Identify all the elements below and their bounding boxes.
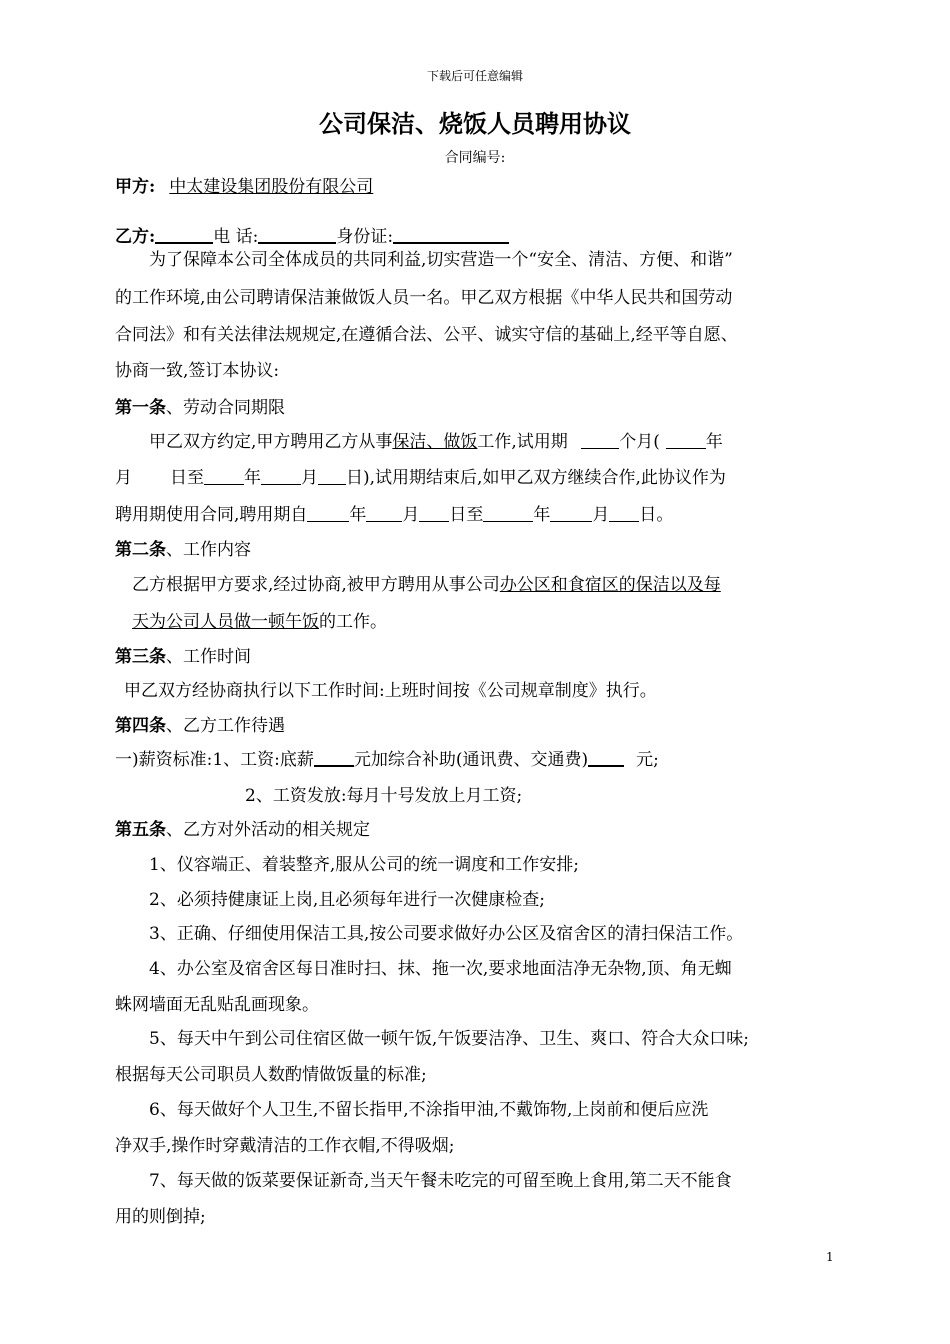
article-5-number: 第五条 [115, 820, 166, 840]
article-3-line-1: 甲乙双方经协商执行以下工作时间:上班时间按《公司规章制度》执行。 [124, 681, 657, 701]
intro-line-3: 合同法》和有关法律法规规定,在遵循合法、公平、诚实守信的基础上,经平等自愿、 [115, 325, 738, 345]
term-end-month-blank[interactable] [550, 505, 592, 522]
article-2-line-1 [132, 573, 721, 597]
article-1-text: 工作,试用期 [477, 432, 568, 452]
article-5-item: 蛛网墙面无乱贴乱画现象。 [115, 995, 319, 1015]
article-2-number: 第二条 [115, 540, 166, 560]
article-1-text: 日。 [639, 505, 674, 525]
article-1-line-1 [149, 430, 723, 454]
article-5-item: 6、每天做好个人卫生,不留长指甲,不涂指甲油,不戴饰物,上岗前和便后应洗 [149, 1100, 709, 1120]
article-2-title: 、工作内容 [166, 540, 251, 560]
article-5-item: 5、每天中午到公司住宿区做一顿午饭,午饭要洁净、卫生、爽口、符合大众口味; [149, 1029, 749, 1049]
article-1-text: 日至 [170, 468, 204, 488]
article-1-text: 个月( [619, 432, 660, 452]
intro-line-1: 为了保障本公司全体成员的共同利益,切实营造一个“安全、清洁、方便、和谐” [149, 250, 733, 270]
article-4-text: 元; [636, 750, 659, 770]
article-5-heading [115, 818, 370, 842]
page-number: 1 [826, 1250, 834, 1264]
article-1-heading [115, 396, 285, 420]
article-2-text: 的工作。 [319, 612, 387, 632]
article-4-number: 第四条 [115, 716, 166, 736]
article-1-text: 日),试用期结束后,如甲乙双方继续合作,此协议作为 [346, 468, 726, 488]
probation-end-year-blank[interactable] [204, 468, 244, 485]
party-b-phone-blank[interactable] [258, 226, 336, 244]
party-b-line [115, 225, 509, 249]
article-5-item: 3、正确、仔细使用保洁工具,按公司要求做好办公区及宿舍区的清扫保洁工作。 [149, 924, 744, 944]
article-5-item: 根据每天公司职员人数酌情做饭量的标准; [115, 1065, 427, 1085]
article-5-item: 1、仪容端正、着装整齐,服从公司的统一调度和工作安排; [149, 855, 579, 875]
article-5-title: 、乙方对外活动的相关规定 [166, 820, 370, 840]
article-2-duties: 办公区和食宿区的保洁以及每 [499, 575, 721, 595]
article-1-text: 聘用期使用合同,聘用期自 [115, 505, 308, 525]
party-a-name: 中太建设集团股份有限公司 [169, 177, 374, 197]
article-5-item: 净双手,操作时穿戴清洁的工作衣帽,不得吸烟; [115, 1136, 455, 1156]
article-1-text: 月 [592, 505, 610, 525]
allowance-blank[interactable] [588, 749, 624, 767]
probation-end-day-blank[interactable] [318, 468, 346, 485]
article-3-number: 第三条 [115, 647, 166, 667]
probation-months-blank[interactable] [581, 432, 619, 449]
party-a-label: 甲方: [115, 177, 156, 197]
article-5-item: 2、必须持健康证上岗,且必须每年进行一次健康检查; [149, 890, 545, 910]
term-end-year-blank[interactable] [483, 505, 533, 522]
article-1-text: 月 [115, 468, 132, 488]
article-3-title: 、工作时间 [166, 647, 251, 667]
article-1-title: 、劳动合同期限 [166, 398, 285, 418]
article-5-item: 4、办公室及宿舍区每日准时扫、抹、拖一次,要求地面洁净无杂物,顶、角无蜘 [149, 959, 732, 979]
probation-start-year-blank[interactable] [666, 432, 706, 449]
contract-number-label: 合同编号: [444, 150, 506, 166]
article-1-text: 年 [533, 505, 551, 525]
article-4-line-1 [115, 748, 659, 772]
probation-end-month-blank[interactable] [261, 468, 301, 485]
article-2-text: 乙方根据甲方要求,经过协商,被甲方聘用从事公司 [132, 575, 500, 595]
article-2-duties: 天为公司人员做一顿午饭 [132, 612, 319, 632]
document-title: 公司保洁、烧饭人员聘用协议 [319, 109, 631, 138]
party-b-label: 乙方: [115, 227, 156, 247]
article-4-text: 元加综合补助(通讯费、交通费) [353, 750, 589, 770]
base-salary-blank[interactable] [314, 749, 354, 767]
article-4-title: 、乙方工作待遇 [166, 716, 285, 736]
party-b-name-blank[interactable] [155, 226, 213, 244]
article-4-text: 一)薪资标准:1、工资:底薪 [115, 750, 314, 770]
article-4-line-2: 2、工资发放:每月十号发放上月工资; [245, 786, 523, 806]
article-5-item: 7、每天做的饭菜要保证新奇,当天午餐未吃完的可留至晚上食用,第二天不能食 [149, 1171, 732, 1191]
article-1-line-2 [115, 466, 726, 490]
article-1-job-type: 保洁、做饭 [392, 432, 478, 452]
party-b-id-blank[interactable] [393, 226, 509, 244]
article-1-text: 月 [402, 505, 420, 525]
party-a-line [115, 175, 387, 199]
term-start-day-blank[interactable] [419, 505, 449, 522]
article-1-text: 月 [301, 468, 318, 488]
article-1-text: 年 [244, 468, 261, 488]
article-1-text: 甲乙双方约定,甲方聘用乙方从事 [149, 432, 393, 452]
intro-line-4: 协商一致,签订本协议: [115, 361, 280, 381]
term-start-year-blank[interactable] [307, 505, 349, 522]
party-b-id-label: 身份证: [336, 227, 394, 247]
article-1-text: 日至 [449, 505, 484, 525]
party-b-phone-label: 电 话: [213, 227, 259, 247]
header-note: 下载后可任意编辑 [426, 69, 523, 83]
article-1-number: 第一条 [115, 398, 166, 418]
article-4-heading [115, 714, 285, 738]
article-5-item: 用的则倒掉; [115, 1207, 206, 1227]
term-start-month-blank[interactable] [366, 505, 402, 522]
article-3-heading [115, 645, 251, 669]
intro-line-2: 的工作环境,由公司聘请保洁兼做饭人员一名。甲乙双方根据《中华人民共和国劳动 [115, 288, 733, 308]
term-end-day-blank[interactable] [609, 505, 639, 522]
article-1-text: 年 [705, 432, 723, 452]
article-2-line-2 [132, 610, 387, 634]
article-1-text: 年 [349, 505, 367, 525]
article-1-line-3 [115, 503, 673, 527]
article-2-heading [115, 538, 251, 562]
